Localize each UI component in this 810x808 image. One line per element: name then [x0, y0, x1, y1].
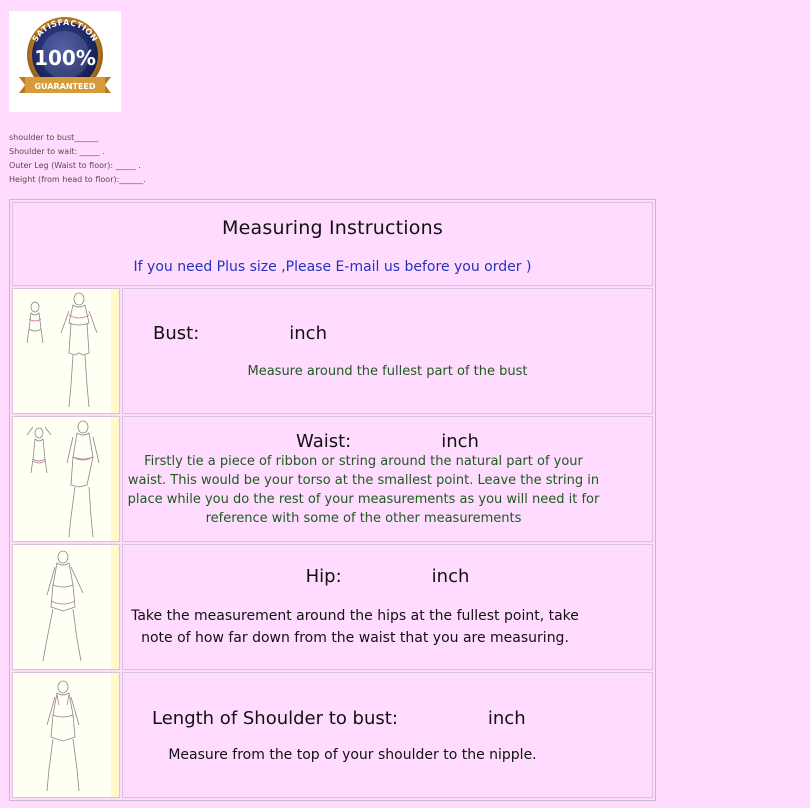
field-shoulder-to-waist: Shoulder to wait: _____ .: [9, 147, 105, 156]
bust-unit: inch: [289, 323, 327, 344]
hip-figure-image: [12, 544, 120, 670]
measurement-fields: [9, 131, 146, 187]
shoulder-to-bust-unit: inch: [487, 707, 526, 729]
waist-figure-image: [12, 416, 120, 542]
bust-description: Measure around the fullest part of the bust: [247, 364, 528, 379]
plus-size-note: If you need Plus size ,Please E-mail us before you order ): [133, 259, 532, 275]
satisfaction-guaranteed-badge: [9, 11, 121, 112]
shoulder-to-bust-label: Length of Shoulder to bust:: [152, 707, 398, 729]
waist-label: Waist:: [296, 430, 352, 452]
bust-label: Bust:: [153, 323, 200, 344]
badge-ribbon-text: GUARANTEED: [34, 82, 96, 91]
field-shoulder-to-bust: shoulder to bust______: [9, 133, 99, 142]
bust-instructions: [122, 288, 653, 414]
badge-top-text: SATISFACTION: [30, 17, 100, 44]
hip-description: Take the measurement around the hips at the fullest point, take note of how far down from the waist that you are measuring.: [131, 607, 579, 646]
waist-instructions: [122, 416, 653, 542]
shoulder-to-bust-instructions: [122, 672, 653, 798]
badge-center-text: 100%: [34, 46, 96, 70]
instructions-title: Measuring Instructions: [222, 217, 443, 239]
measuring-instructions-table: [9, 199, 656, 801]
waist-description: Firstly tie a piece of ribbon or string around the natural part of your waist. This would be your torso at the smallest point. Leave the string in place while you do the rest of your measurements as you will need it for reference with some of the other measurements: [127, 453, 600, 526]
hip-unit: inch: [431, 565, 470, 587]
hip-instructions: [122, 544, 653, 670]
instructions-header: [12, 202, 653, 286]
waist-unit: inch: [441, 430, 479, 452]
field-height: Height (from head to floor):______.: [9, 175, 146, 184]
field-outer-leg: Outer Leg (Waist to floor): _____ .: [9, 161, 141, 170]
shoulder-to-bust-description: Measure from the top of your shoulder to the nipple.: [168, 746, 537, 763]
shoulder-to-bust-figure-image: [12, 672, 120, 798]
hip-label: Hip:: [305, 565, 342, 587]
bust-figure-image: [12, 288, 120, 414]
